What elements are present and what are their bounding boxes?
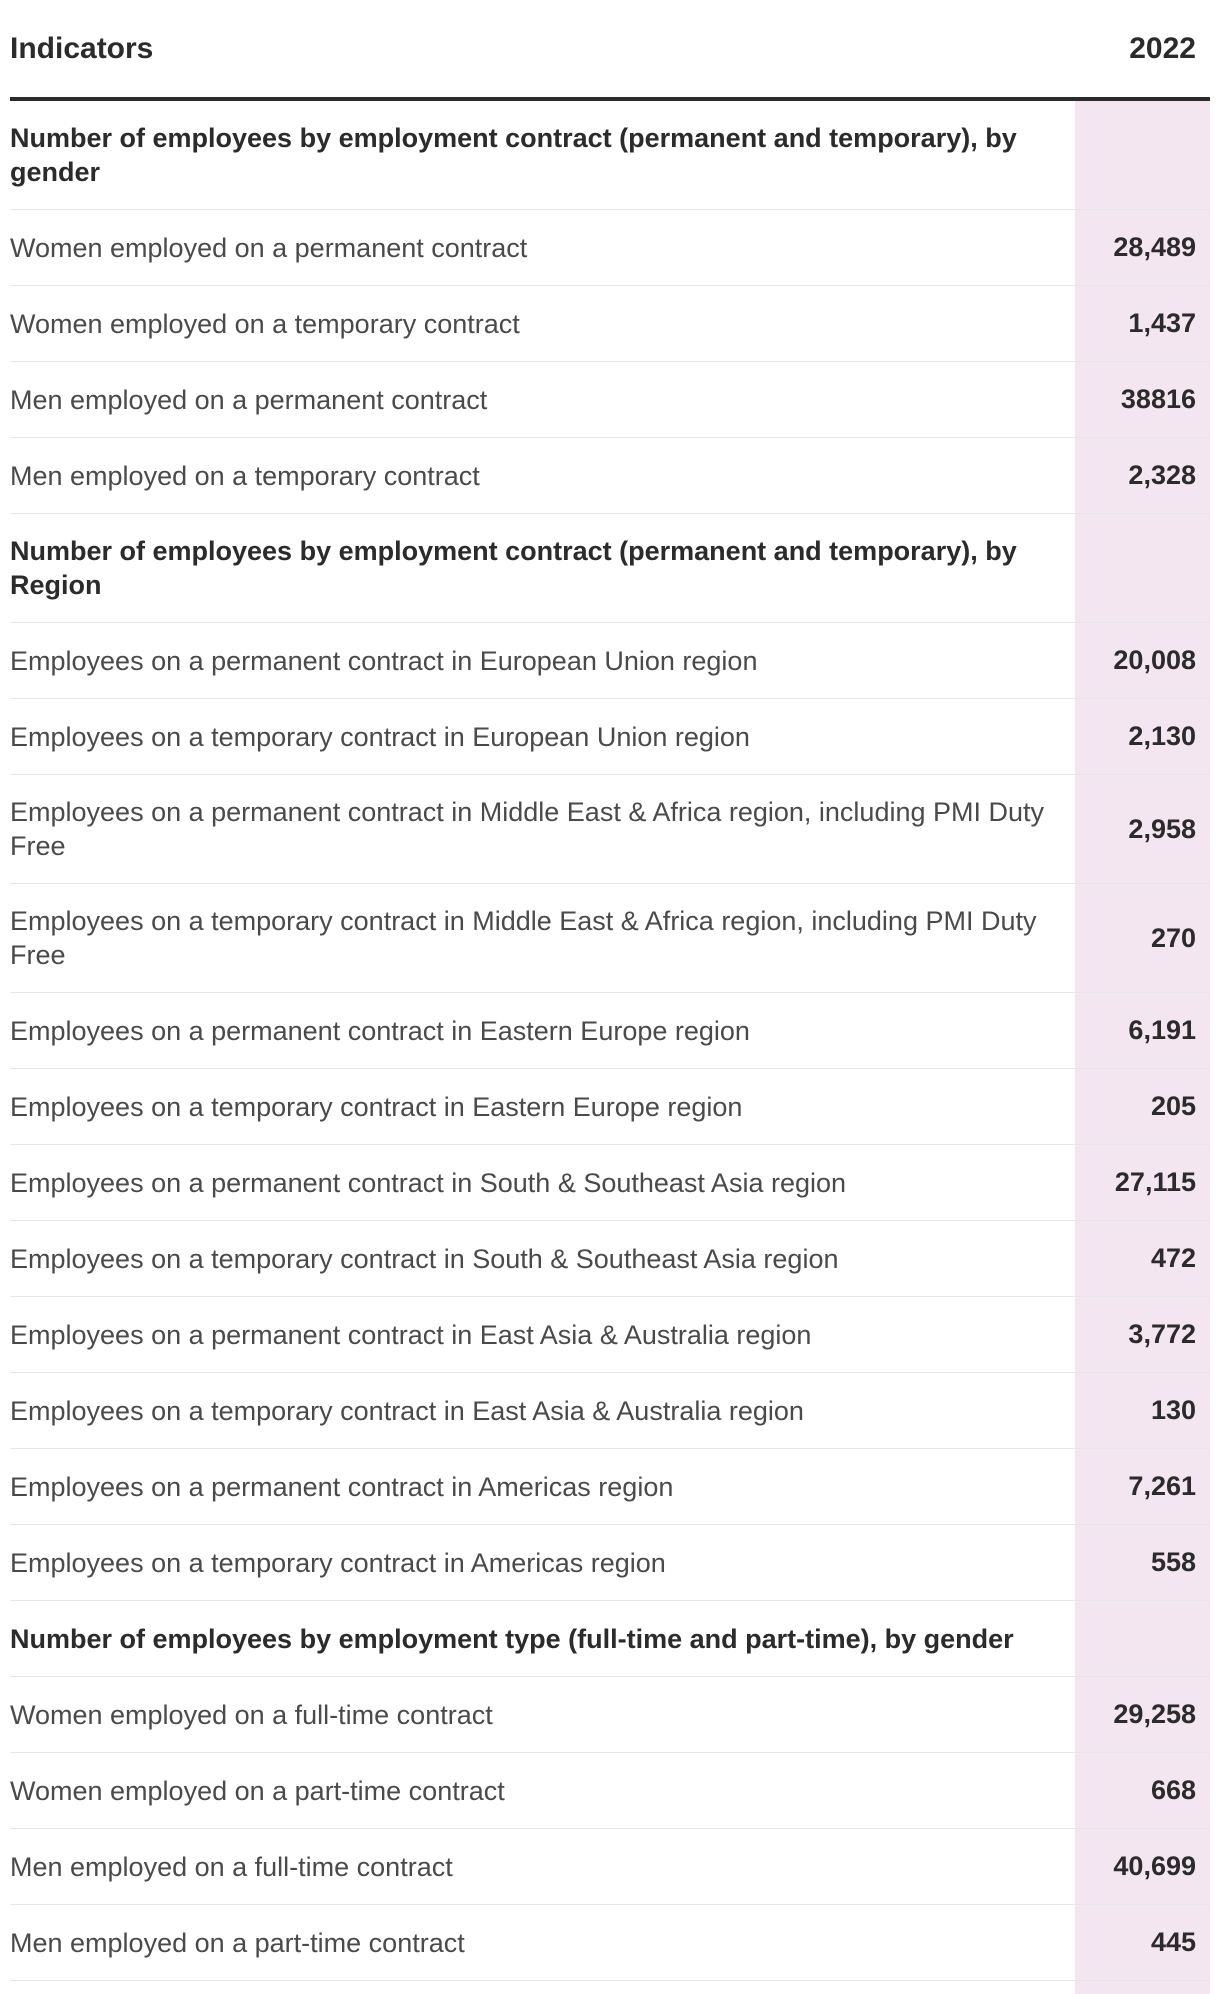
row-value: 28,489 (1075, 210, 1210, 286)
section-title: Number of employees by employment contract (permanent and temporary), by Region (10, 514, 1075, 623)
row-value: 1,437 (1075, 286, 1210, 362)
section-title: Number of employees by employment contract (permanent and temporary), by gender (10, 99, 1075, 210)
row-label: Employees on a permanent contract in East Asia & Australia region (10, 1297, 1075, 1373)
row-value: 270 (1075, 884, 1210, 993)
row-label: Men employed on a temporary contract (10, 438, 1075, 514)
row-label: Employees on a permanent contract in Eastern Europe region (10, 993, 1075, 1069)
section-value-cell (1075, 99, 1210, 210)
section-header-row (10, 1601, 1210, 1677)
table-row (10, 1297, 1210, 1373)
row-value: 2,130 (1075, 699, 1210, 775)
table-row (10, 210, 1210, 286)
table-row (10, 438, 1210, 514)
table-row (10, 1449, 1210, 1525)
table-row (10, 1145, 1210, 1221)
section-title: Number of employees by employment type (full-time and part-time), by gender (10, 1601, 1075, 1677)
table-row (10, 1829, 1210, 1905)
section-header-row (10, 99, 1210, 210)
row-value: 6,191 (1075, 993, 1210, 1069)
row-value: 2,328 (1075, 438, 1210, 514)
row-label: Employees on a temporary contract in Americas region (10, 1525, 1075, 1601)
row-value: 3,772 (1075, 1297, 1210, 1373)
row-value: 7,261 (1075, 1449, 1210, 1525)
row-label: Employees on a permanent contract in South & Southeast Asia region (10, 1145, 1075, 1221)
table-row (10, 1221, 1210, 1297)
row-label: Employees on a permanent contract in Americas region (10, 1449, 1075, 1525)
table-row (10, 699, 1210, 775)
row-value: 29,258 (1075, 1677, 1210, 1753)
row-label: Men employed on a full-time contract (10, 1829, 1075, 1905)
row-value: 20,008 (1075, 623, 1210, 699)
table-row (10, 1069, 1210, 1145)
row-label: Men employed on a permanent contract (10, 362, 1075, 438)
row-value: 472 (1075, 1221, 1210, 1297)
row-value: 27,115 (1075, 1145, 1210, 1221)
row-value: 130 (1075, 1373, 1210, 1449)
row-label: Women employed on a full-time contract (10, 1677, 1075, 1753)
row-label: Women employed on a part-time contract (10, 1753, 1075, 1829)
header-year: 2022 (1075, 0, 1210, 99)
row-label: Women employed on a temporary contract (10, 286, 1075, 362)
table-row (10, 1753, 1210, 1829)
indicators-table-container (10, 0, 1210, 1981)
row-value: 558 (1075, 1525, 1210, 1601)
row-value: 205 (1075, 1069, 1210, 1145)
table-row (10, 1905, 1210, 1981)
row-value: 445 (1075, 1905, 1210, 1981)
row-label: Employees on a temporary contract in European Union region (10, 699, 1075, 775)
header-indicators: Indicators (10, 0, 1075, 99)
table-header-row (10, 0, 1210, 99)
row-label: Employees on a temporary contract in Middle East & Africa region, including PMI Duty Free (10, 884, 1075, 993)
table-row (10, 362, 1210, 438)
table-row (10, 1677, 1210, 1753)
row-value: 40,699 (1075, 1829, 1210, 1905)
table-row (10, 623, 1210, 699)
section-value-cell (1075, 514, 1210, 623)
row-value: 38816 (1075, 362, 1210, 438)
row-label: Employees on a permanent contract in European Union region (10, 623, 1075, 699)
row-label: Women employed on a permanent contract (10, 210, 1075, 286)
row-label: Men employed on a part-time contract (10, 1905, 1075, 1981)
table-row (10, 1525, 1210, 1601)
table-row (10, 775, 1210, 884)
row-value: 2,958 (1075, 775, 1210, 884)
table-row (10, 1373, 1210, 1449)
table-row (10, 884, 1210, 993)
row-label: Employees on a temporary contract in South & Southeast Asia region (10, 1221, 1075, 1297)
section-value-cell (1075, 1601, 1210, 1677)
row-label: Employees on a temporary contract in East Asia & Australia region (10, 1373, 1075, 1449)
table-row (10, 993, 1210, 1069)
row-label: Employees on a permanent contract in Middle East & Africa region, including PMI Duty Free (10, 775, 1075, 884)
row-value: 668 (1075, 1753, 1210, 1829)
section-header-row (10, 514, 1210, 623)
indicators-table (10, 0, 1210, 1981)
table-row (10, 286, 1210, 362)
row-label: Employees on a temporary contract in Eastern Europe region (10, 1069, 1075, 1145)
